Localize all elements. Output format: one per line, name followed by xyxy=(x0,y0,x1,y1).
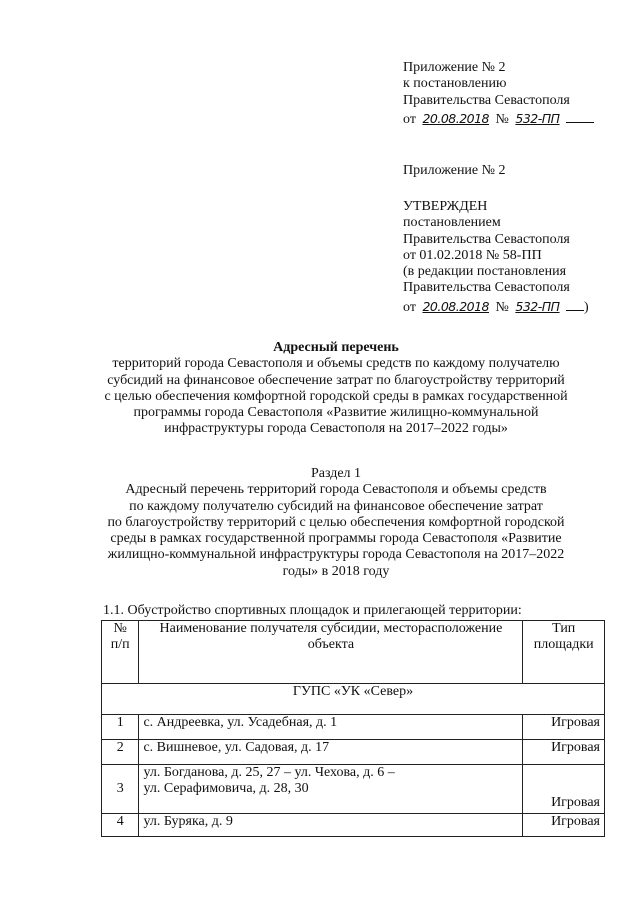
approved-government: Правительства Севастополя xyxy=(403,231,570,247)
approved-date-number: от 01.02.2018 № 58-ПП xyxy=(403,247,542,263)
row-name-line-2: ул. Серафимовича, д. 28, 30 xyxy=(143,781,309,797)
table-row xyxy=(102,740,605,765)
header-type-line-2: площадки xyxy=(533,637,594,653)
revision-government: Правительства Севастополя xyxy=(403,280,570,296)
header-type xyxy=(523,621,605,684)
row-name xyxy=(139,765,523,814)
handwritten-revision-number: 532-ПП xyxy=(515,298,560,314)
row-name: ул. Буряка, д. 9 xyxy=(139,814,523,837)
title-line-4: программы города Севастополя «Развитие жилищно-коммунальной xyxy=(133,405,539,421)
revision-number-sign: № xyxy=(495,299,509,315)
attachment-number: Приложение № 2 xyxy=(403,60,506,75)
section-line-6: годы» в 2018 году xyxy=(282,563,390,579)
title-line-5: инфраструктуры города Севастополя на 2017–2022 годы» xyxy=(164,421,508,437)
revision-date-line xyxy=(403,297,628,313)
table-row xyxy=(102,715,605,740)
approval-block xyxy=(403,199,628,313)
row-num: 4 xyxy=(102,814,139,837)
table-header-row xyxy=(102,621,605,684)
header-type-line-1: Тип xyxy=(552,621,576,636)
date-prefix: от xyxy=(403,111,416,127)
header-num-line-2: п/п xyxy=(110,637,130,653)
subsection-heading: 1.1. Обустройство спортивных площадок и прилегающей территории: xyxy=(103,603,522,618)
section-heading: Раздел 1 xyxy=(310,466,362,481)
header-name xyxy=(139,621,523,684)
row-name-line-1: ул. Богданова, д. 25, 27 – ул. Чехова, д. 6 – xyxy=(143,765,395,780)
section-line-1: Адресный перечень территорий города Севастополя и объемы средств xyxy=(125,482,547,498)
revision-date-prefix: от xyxy=(403,299,416,315)
handwritten-number: 532-ПП xyxy=(515,110,560,126)
title-line-3: с целью обеспечения комфортной городской среды в рамках государственной xyxy=(104,388,568,404)
title-heading: Адресный перечень xyxy=(273,340,399,355)
attachment-government: Правительства Севастополя xyxy=(403,92,570,108)
approved-label: УТВЕРЖДЕН xyxy=(403,199,488,214)
revision-blank-line xyxy=(566,297,584,311)
row-num: 1 xyxy=(102,715,139,740)
row-type: Игровая xyxy=(523,715,605,740)
closing-paren: ) xyxy=(584,299,589,315)
header-num-line-1: № xyxy=(113,621,127,636)
handwritten-date: 20.08.2018 xyxy=(422,110,490,126)
group-row xyxy=(102,684,605,715)
handwritten-revision-date: 20.08.2018 xyxy=(422,298,490,314)
row-type: Игровая xyxy=(523,740,605,765)
number-blank-line xyxy=(566,109,594,123)
attachment-to-resolution: к постановлению xyxy=(403,76,507,92)
table-row xyxy=(102,814,605,837)
row-type: Игровая xyxy=(523,765,605,814)
section-line-5: жилищно-коммунальной инфраструктуры города Севастополя на 2017–2022 xyxy=(107,547,565,563)
row-num: 2 xyxy=(102,740,139,765)
header-name-line-1: Наименование получателя субсидии, месторасположение xyxy=(159,621,503,636)
section-1 xyxy=(40,466,632,580)
title-line-1: территорий города Севастополя и объемы средств по каждому получателю xyxy=(112,356,560,372)
document-title xyxy=(40,340,632,438)
number-sign: № xyxy=(495,111,509,127)
header-name-line-2: объекта xyxy=(307,637,355,653)
row-type: Игровая xyxy=(523,814,605,837)
approved-by-resolution: постановлением xyxy=(403,215,501,231)
address-table xyxy=(101,620,605,837)
row-num: 3 xyxy=(102,765,139,814)
revision-note: (в редакции постановления xyxy=(403,264,567,280)
section-line-4: среды в рамках государственной программы города Севастополя «Развитие xyxy=(110,531,562,547)
attachment-date-line xyxy=(403,109,623,125)
attachment-header xyxy=(403,60,623,125)
table-row xyxy=(102,765,605,814)
group-name: ГУПС «УК «Север» xyxy=(102,684,605,715)
row-name: с. Вишневое, ул. Садовая, д. 17 xyxy=(139,740,523,765)
section-line-2: по каждому получателю субсидий на финансовое обеспечение затрат xyxy=(129,498,543,514)
row-name: с. Андреевка, ул. Усадебная, д. 1 xyxy=(139,715,523,740)
section-line-3: по благоустройству территорий с целью обеспечения комфортной городской xyxy=(107,514,565,530)
attachment-header-2 xyxy=(403,163,628,179)
header-num xyxy=(102,621,139,684)
attachment-number-2: Приложение № 2 xyxy=(403,163,506,178)
title-line-2: субсидий на финансовое обеспечение затрат по благоустройству территорий xyxy=(107,372,565,388)
